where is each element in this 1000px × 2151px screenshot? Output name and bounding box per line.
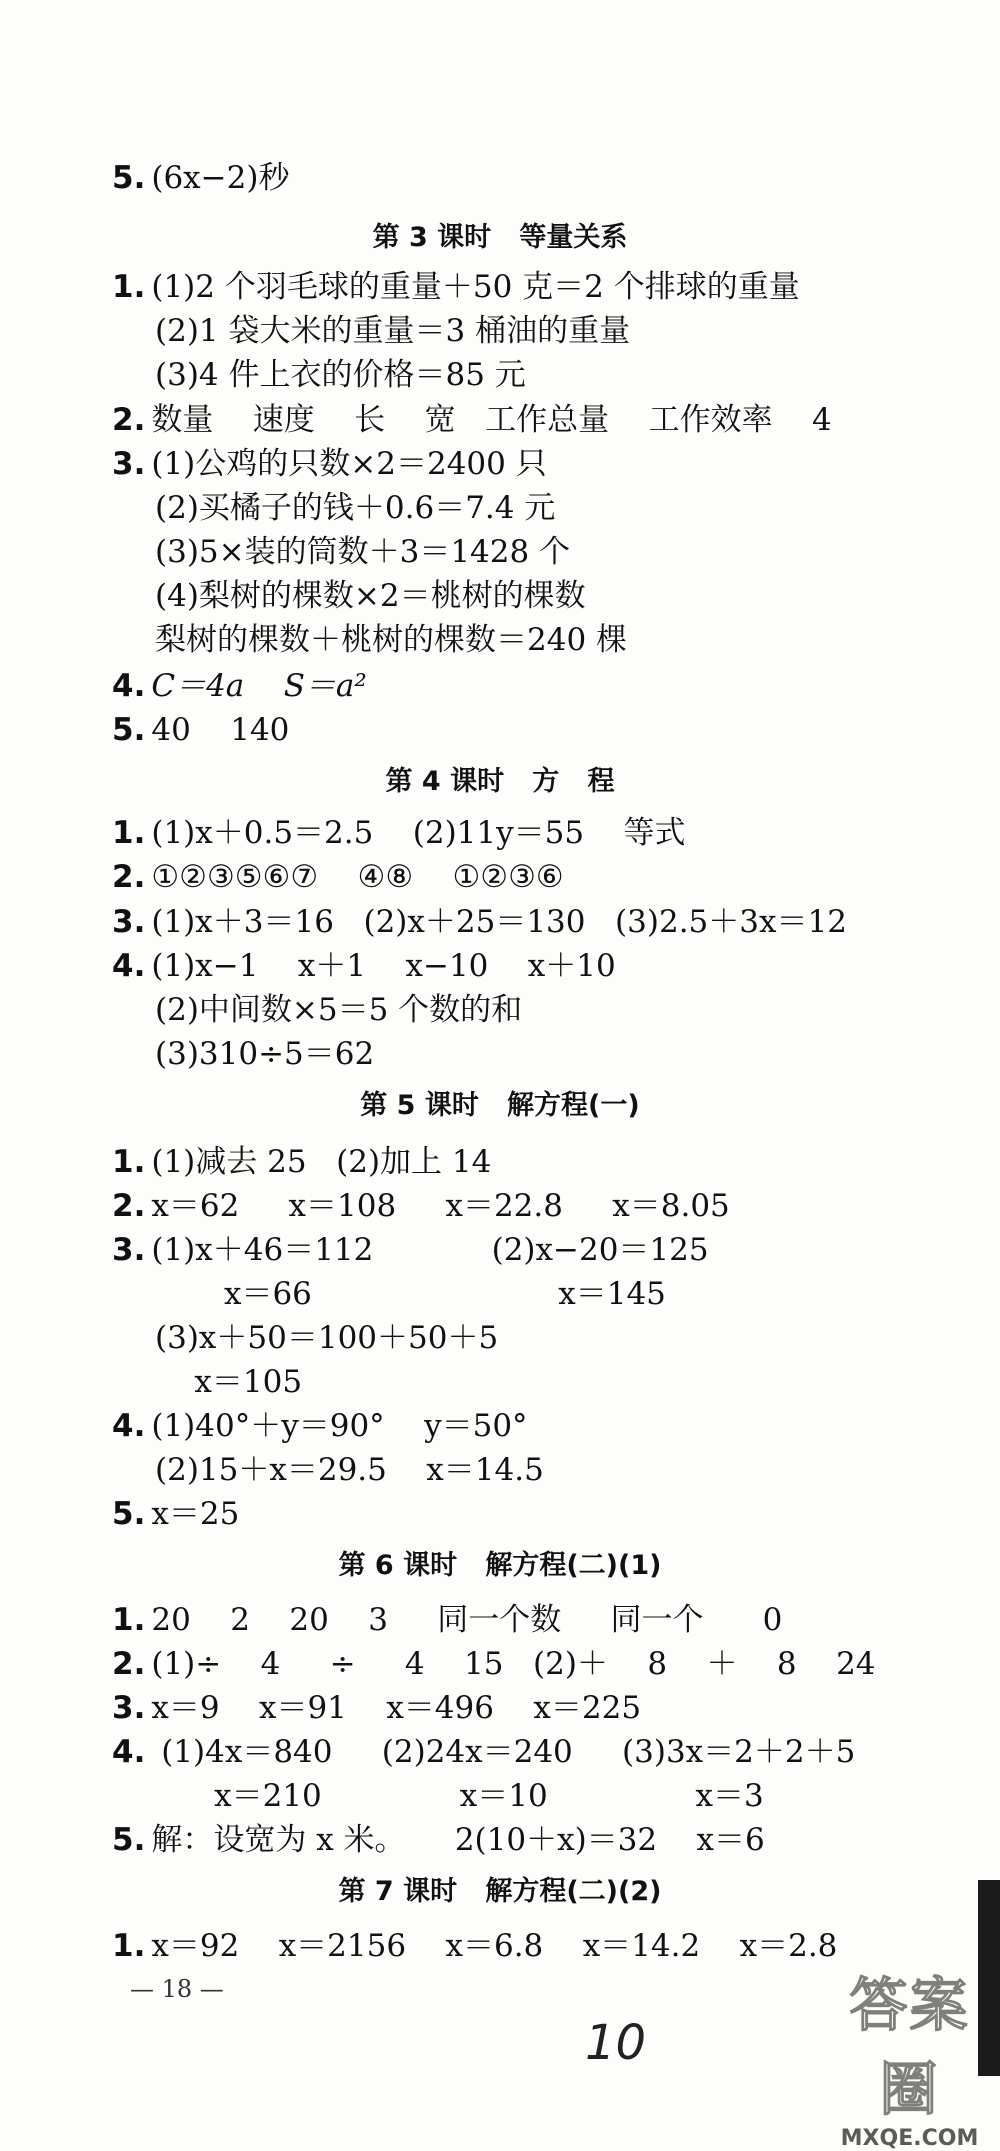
section-heading-4: 第 4 课时 方 程 bbox=[385, 766, 615, 797]
s4-line-4: 4. (1)x−1 x＋1 x−10 x＋10 bbox=[112, 948, 616, 984]
s5-line-1: 1. (1)减去 25 (2)加上 14 bbox=[112, 1144, 492, 1180]
s3-line-4: 2. 数量 速度 长 宽 工作总量 工作效率 4 bbox=[112, 402, 832, 438]
s4-line-3: 3. (1)x＋3＝16 (2)x＋25＝130 (3)2.5＋3x＝12 bbox=[112, 904, 847, 940]
s5-line-4: x＝66 x＝145 bbox=[155, 1276, 666, 1312]
section-heading-3: 第 3 课时 等量关系 bbox=[372, 222, 628, 253]
section-heading-5: 第 5 课时 解方程(一) bbox=[360, 1090, 640, 1121]
s3-line-6: (2)买橘子的钱＋0.6＝7.4 元 bbox=[155, 490, 556, 526]
s3-line-11: 5. 40 140 bbox=[112, 712, 290, 748]
s5-line-2: 2. x＝62 x＝108 x＝22.8 x＝8.05 bbox=[112, 1188, 730, 1224]
watermark-url: MXQE.COM bbox=[840, 2126, 979, 2151]
s7-line-1: 1. x＝92 x＝2156 x＝6.8 x＝14.2 x＝2.8 bbox=[112, 1928, 838, 1964]
section-heading-7: 第 7 课时 解方程(二)(2) bbox=[338, 1876, 662, 1907]
s6-line-1: 1. 20 2 20 3 同一个数 同一个 0 bbox=[112, 1602, 783, 1638]
s6-line-6: 5. 解：设宽为 x 米。 2(10＋x)＝32 x＝6 bbox=[112, 1822, 765, 1858]
s5-line-3: 3. (1)x＋46＝112 (2)x−20＝125 bbox=[112, 1232, 709, 1268]
s6-line-4: 4. (1)4x＝840 (2)24x＝240 (3)3x＝2＋2＋5 bbox=[112, 1734, 856, 1770]
s5-line-9: 5. x＝25 bbox=[112, 1496, 240, 1532]
line-top: 5. (6x−2)秒 bbox=[112, 160, 290, 196]
s4-line-1: 1. (1)x＋0.5＝2.5 (2)11y＝55 等式 bbox=[112, 815, 686, 851]
section-heading-6: 第 6 课时 解方程(二)(1) bbox=[338, 1550, 662, 1581]
s3-line-3: (3)4 件上衣的价格＝85 元 bbox=[155, 357, 526, 393]
s4-line-2: 2. ①②③⑤⑥⑦ ④⑧ ①②③⑥ bbox=[112, 859, 564, 895]
s5-line-5: (3)x＋50＝100＋50＋5 bbox=[155, 1320, 499, 1356]
s6-line-5: x＝210 x＝10 x＝3 bbox=[155, 1778, 764, 1814]
s4-line-5: (2)中间数×5＝5 个数的和 bbox=[155, 992, 523, 1028]
s6-line-2: 2. (1)÷ 4 ÷ 4 15 (2)＋ 8 ＋ 8 24 bbox=[112, 1646, 876, 1682]
s5-line-8: (2)15＋x＝29.5 x＝14.5 bbox=[155, 1452, 544, 1488]
s3-line-8: (4)梨树的棵数×2＝桃树的棵数 bbox=[155, 578, 586, 614]
watermark-main: 答案圈 bbox=[849, 1971, 970, 2123]
s3-line-10: 4. C＝4a S＝a² bbox=[112, 668, 367, 704]
s3-line-2: (2)1 袋大米的重量＝3 桶油的重量 bbox=[155, 313, 631, 349]
s5-line-7: 4. (1)40°＋y＝90° y＝50° bbox=[112, 1408, 528, 1444]
s3-line-5: 3. (1)公鸡的只数×2＝2400 只 bbox=[112, 446, 547, 482]
handwritten-note: 10 bbox=[585, 2015, 647, 2071]
s3-line-9: 梨树的棵数＋桃树的棵数＝240 棵 bbox=[155, 622, 628, 658]
s3-line-1: 1. (1)2 个羽毛球的重量＋50 克＝2 个排球的重量 bbox=[112, 269, 800, 305]
watermark-logo bbox=[827, 1958, 992, 2151]
s4-line-6: (3)310÷5＝62 bbox=[155, 1036, 375, 1072]
s5-line-6: x＝105 bbox=[155, 1364, 303, 1400]
s6-line-3: 3. x＝9 x＝91 x＝496 x＝225 bbox=[112, 1690, 642, 1726]
s3-line-7: (3)5×装的筒数＋3＝1428 个 bbox=[155, 534, 571, 570]
page-number: — 18 — bbox=[130, 1975, 224, 2003]
